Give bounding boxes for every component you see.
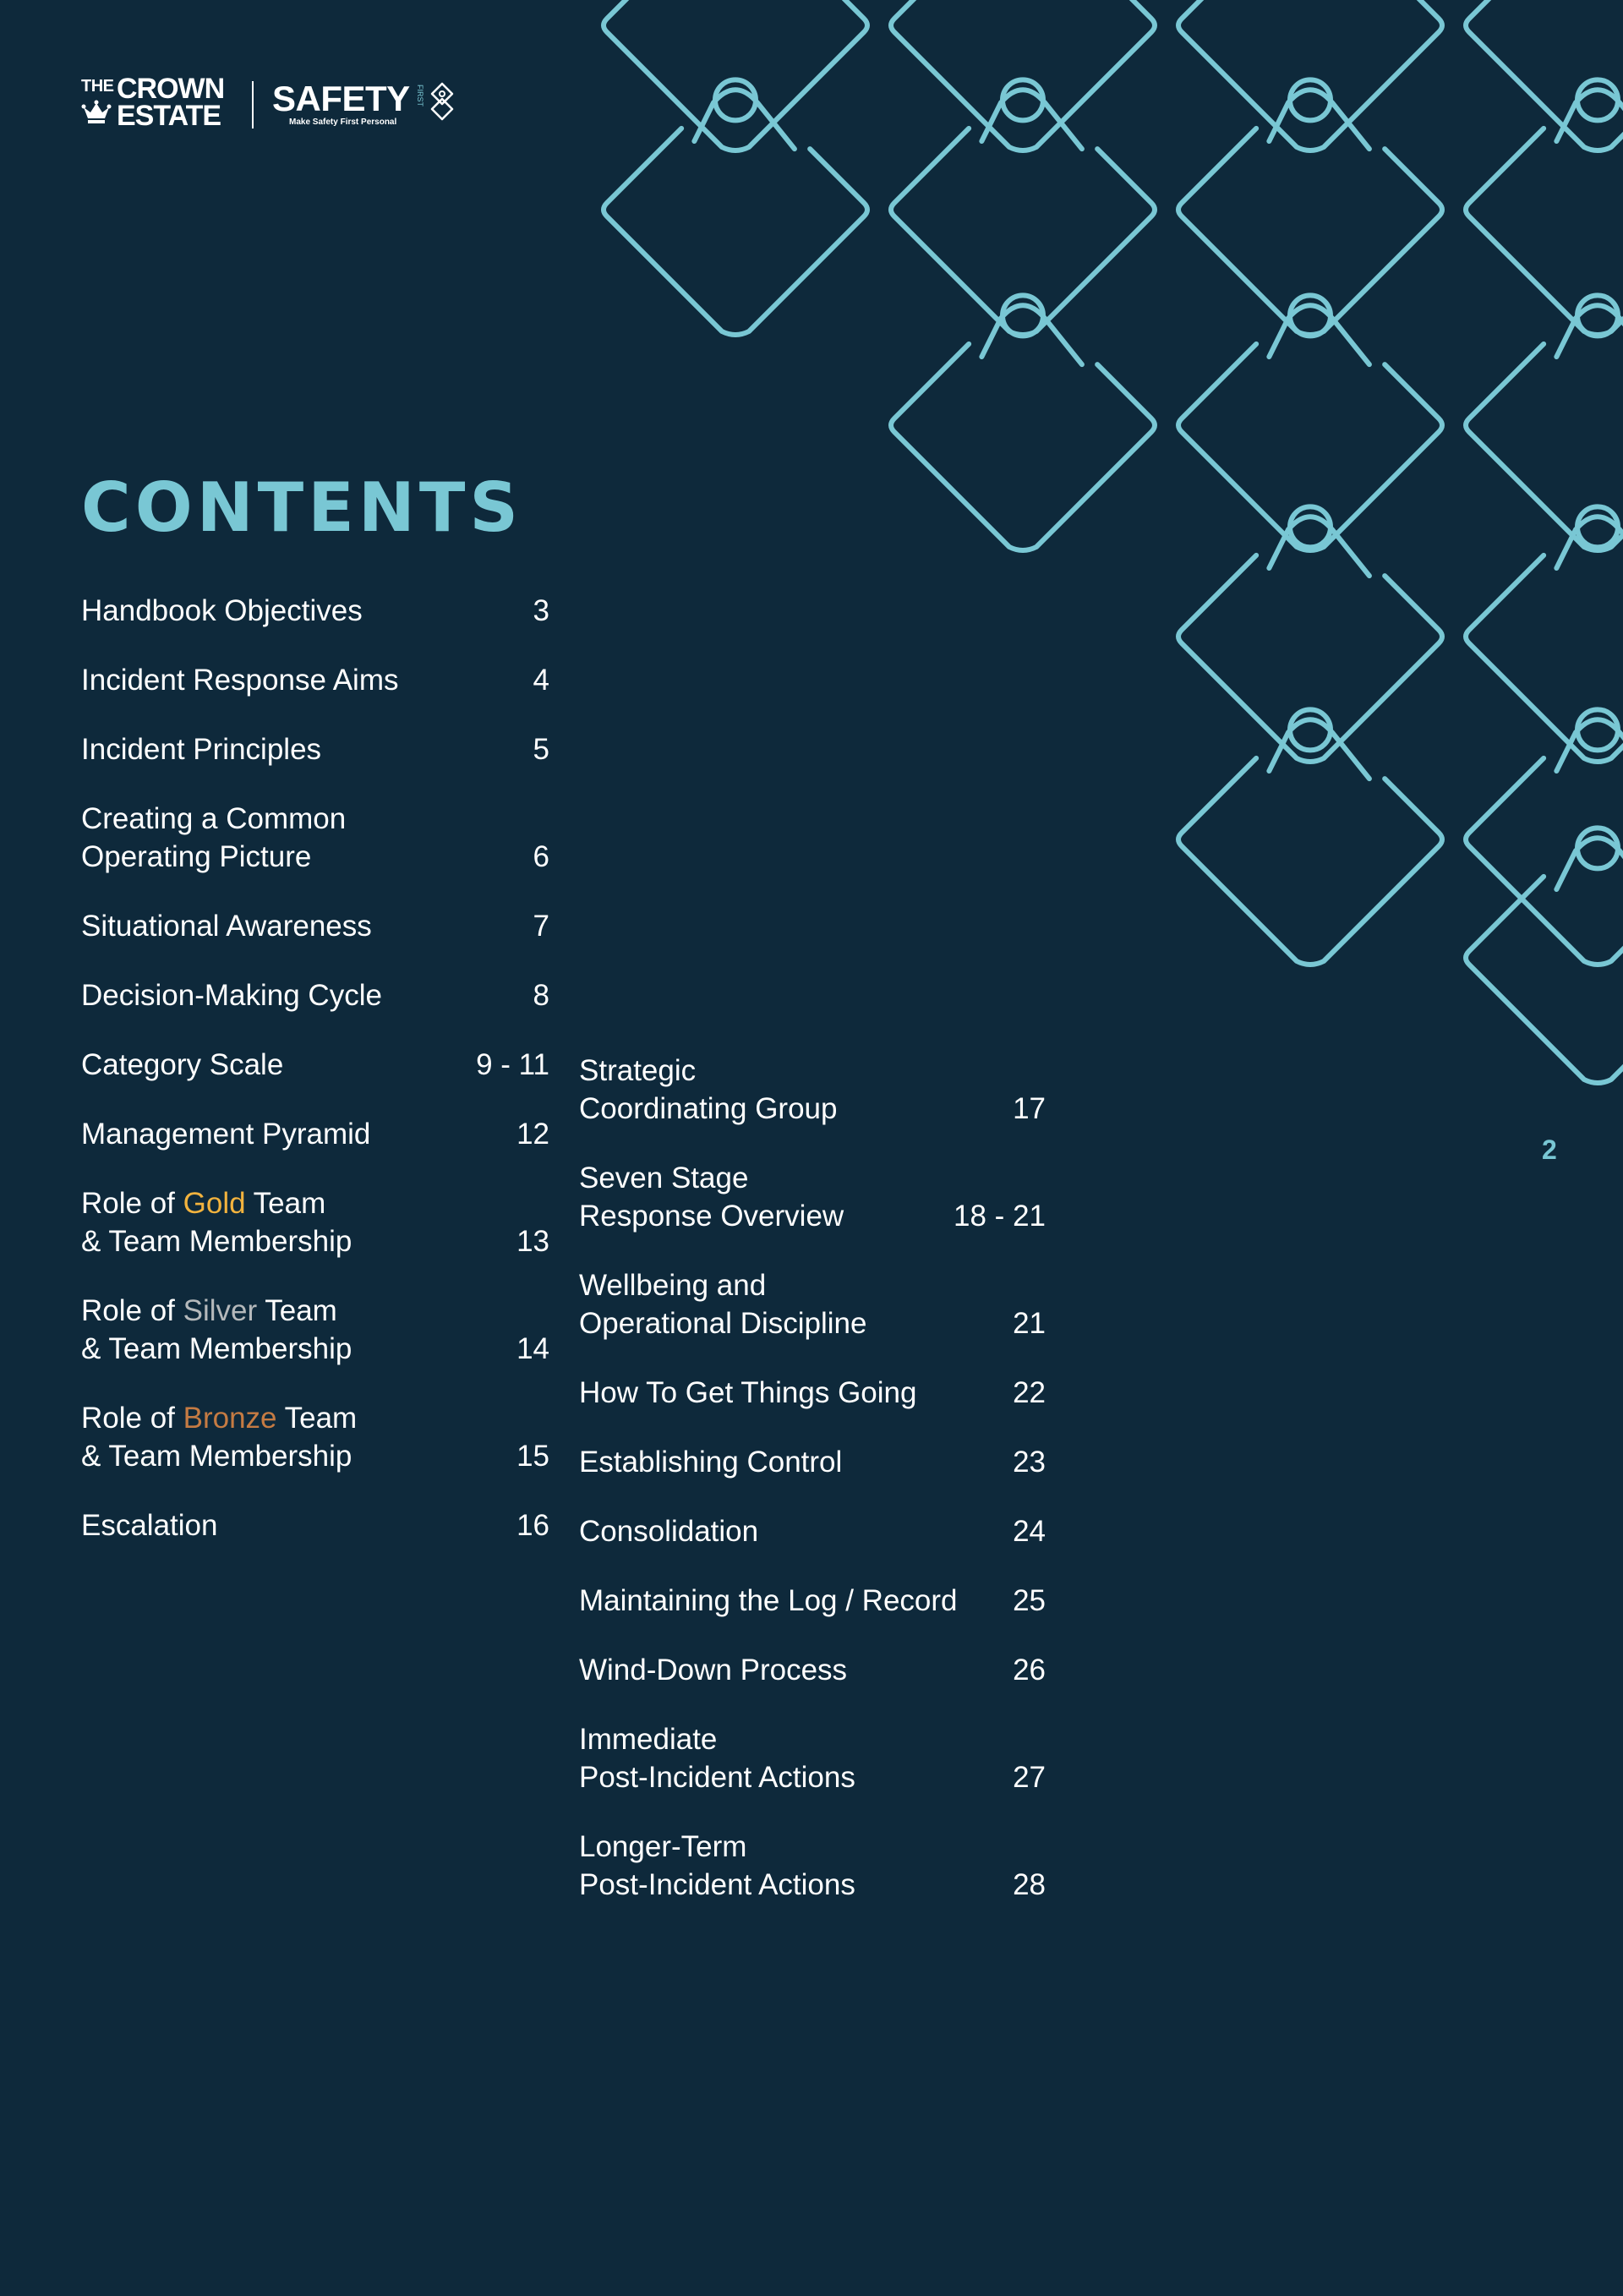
toc-entry-page: 18 - 21 (954, 1200, 1046, 1233)
toc-title-suffix: Team & Team Membership (81, 1187, 352, 1258)
toc-entry-page: 16 (516, 1509, 549, 1542)
toc-entry-title: Decision-Making Cycle (81, 979, 382, 1012)
toc-entry-title: Management Pyramid (81, 1118, 371, 1151)
toc-entry-title: Strategic Coordinating Group (579, 1054, 838, 1125)
toc-entry-page: 4 (533, 664, 549, 697)
toc-entry[interactable] (81, 1115, 549, 1153)
toc-entry[interactable] (579, 1651, 1046, 1689)
bronze-highlight: Bronze (183, 1402, 277, 1435)
toc-entry-title: Incident Principles (81, 733, 322, 766)
toc-entry-page: 13 (516, 1225, 549, 1258)
toc-entry[interactable] (81, 800, 549, 876)
toc-entry[interactable] (81, 592, 549, 630)
logo-the: THE (81, 77, 114, 96)
toc-entry[interactable] (579, 1159, 1046, 1235)
silver-highlight: Silver (183, 1294, 258, 1327)
toc-entry-title: How To Get Things Going (579, 1376, 917, 1409)
toc-entry[interactable] (81, 730, 549, 768)
toc-entry-title: Establishing Control (579, 1446, 843, 1479)
toc-entry-page: 7 (533, 910, 549, 943)
toc-entry-silver-team[interactable] (81, 1292, 549, 1368)
pattern-diamond-tile (604, 79, 867, 335)
toc-entry-title: Situational Awareness (81, 910, 372, 943)
pattern-diamond-tile (604, 0, 867, 150)
toc-title-prefix: Role of (81, 1294, 183, 1327)
toc-entry[interactable] (579, 1720, 1046, 1796)
toc-entry-page: 22 (1013, 1376, 1046, 1409)
toc-entry[interactable] (579, 1443, 1046, 1481)
contents-left-column (81, 592, 549, 1576)
toc-entry-page: 15 (516, 1440, 549, 1473)
toc-entry-title: Wellbeing and Operational Discipline (579, 1269, 867, 1340)
pattern-diamond-tile (1466, 506, 1623, 762)
page-number: 2 (1542, 1134, 1557, 1165)
toc-entry-title: Longer-Term Post-Incident Actions (579, 1830, 855, 1901)
toc-entry[interactable] (579, 1512, 1046, 1550)
toc-entry-title: Category Scale (81, 1048, 284, 1081)
toc-entry[interactable] (81, 907, 549, 945)
toc-title-suffix: Team & Team Membership (81, 1294, 352, 1365)
pattern-diamond-tile (891, 295, 1155, 550)
toc-entry[interactable] (579, 1582, 1046, 1620)
logo-crown: CROWN (117, 73, 225, 105)
pattern-diamond-tile (1178, 709, 1442, 965)
toc-entry[interactable] (81, 1046, 549, 1084)
toc-entry-title: Maintaining the Log / Record (579, 1584, 958, 1617)
safety-wordmark: SAFETY (272, 79, 410, 118)
toc-entry-gold-team[interactable] (81, 1184, 549, 1260)
toc-entry-page: 6 (533, 840, 549, 873)
toc-entry[interactable] (81, 1506, 549, 1544)
toc-entry-title (81, 1292, 352, 1368)
pattern-diamond-tile (1466, 295, 1623, 550)
gold-highlight: Gold (183, 1187, 246, 1220)
toc-entry-page: 14 (516, 1332, 549, 1365)
toc-entry-page: 26 (1013, 1654, 1046, 1686)
toc-entry[interactable] (579, 1052, 1046, 1128)
safety-first-icon (429, 81, 455, 122)
logo-divider (252, 81, 254, 128)
toc-entry-page: 23 (1013, 1446, 1046, 1479)
toc-entry-page: 21 (1013, 1307, 1046, 1340)
contents-right-column (579, 1052, 1046, 1935)
logo-estate: ESTATE (117, 100, 221, 132)
pattern-diamond-tile (891, 0, 1155, 150)
toc-entry[interactable] (579, 1374, 1046, 1412)
toc-entry-page: 24 (1013, 1515, 1046, 1548)
toc-entry-title: Immediate Post-Incident Actions (579, 1723, 855, 1794)
toc-entry-title: Seven Stage Response Overview (579, 1162, 844, 1233)
toc-entry[interactable] (81, 976, 549, 1014)
safety-tagline: Make Safety First Personal (289, 118, 397, 127)
toc-entry-title (81, 1399, 357, 1475)
toc-entry-title: Handbook Objectives (81, 594, 363, 627)
toc-entry-bronze-team[interactable] (81, 1399, 549, 1475)
pattern-diamond-tile (1178, 506, 1442, 762)
toc-title-prefix: Role of (81, 1402, 183, 1435)
safety-first-vertical: FIRST (416, 85, 424, 107)
toc-entry-title: Wind-Down Process (579, 1654, 848, 1686)
toc-entry-title: Incident Response Aims (81, 664, 399, 697)
toc-entry-page: 28 (1013, 1868, 1046, 1901)
pattern-diamond-tile (1178, 295, 1442, 550)
toc-entry[interactable] (81, 661, 549, 699)
pattern-diamond-tile (1178, 0, 1442, 150)
toc-entry-title: Escalation (81, 1509, 218, 1542)
toc-title-prefix: Role of (81, 1187, 183, 1220)
toc-entry-title (81, 1184, 352, 1260)
crown-icon (81, 100, 112, 125)
toc-entry[interactable] (579, 1266, 1046, 1342)
toc-entry-title: Creating a Common Operating Picture (81, 802, 347, 873)
toc-entry[interactable] (579, 1828, 1046, 1904)
toc-title-suffix: Team & Team Membership (81, 1402, 358, 1473)
toc-entry-page: 9 - 11 (476, 1048, 549, 1081)
toc-entry-page: 3 (533, 594, 549, 627)
toc-entry-page: 27 (1013, 1761, 1046, 1794)
toc-entry-page: 8 (533, 979, 549, 1012)
toc-entry-page: 5 (533, 733, 549, 766)
toc-entry-page: 12 (516, 1118, 549, 1151)
page-title: CONTENTS (81, 468, 523, 547)
toc-entry-title: Consolidation (579, 1515, 759, 1548)
toc-entry-page: 17 (1013, 1092, 1046, 1125)
toc-entry-page: 25 (1013, 1584, 1046, 1617)
